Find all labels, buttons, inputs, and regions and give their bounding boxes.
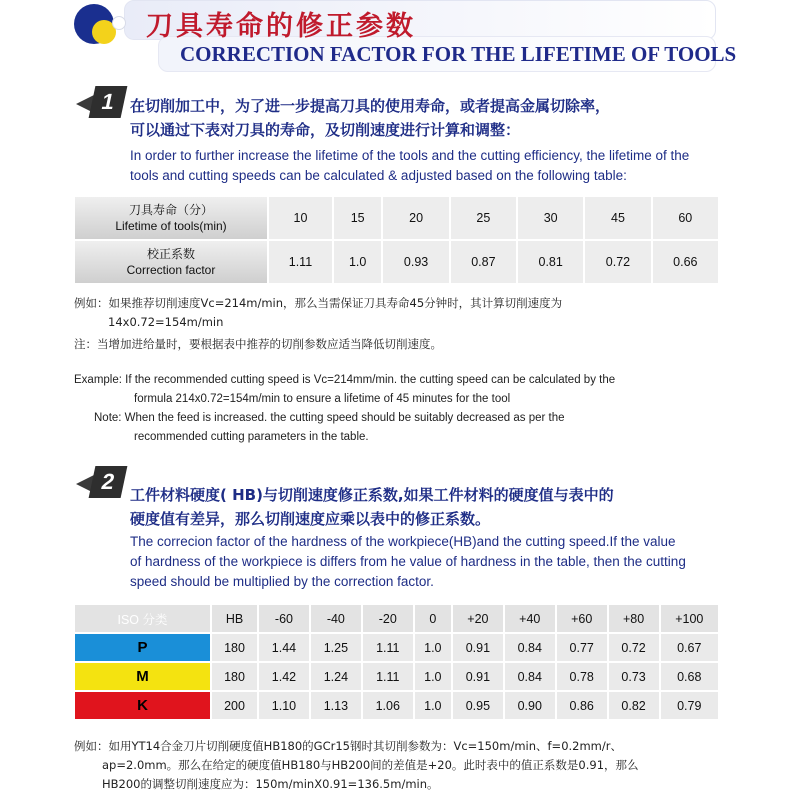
section-1-heading-cn-line2: 可以通过下表对刀具的寿命，及切削速度进行计算和调整：	[130, 121, 521, 139]
delta-header: -20	[362, 604, 414, 633]
factor-cell: 0.93	[382, 240, 449, 284]
hb-cell: 180	[211, 662, 258, 691]
lifetime-cell: 45	[584, 196, 651, 240]
table-row	[74, 196, 719, 240]
value-cell: 0.84	[504, 633, 556, 662]
factor-cell: 0.66	[652, 240, 719, 284]
note-en-line2: recommended cutting parameters in the table.	[134, 431, 369, 443]
lifetime-label-cn: 刀具寿命（分）	[128, 203, 213, 217]
factor-cell: 0.87	[450, 240, 517, 284]
lifetime-correction-table	[73, 195, 720, 285]
value-cell: 0.72	[608, 633, 660, 662]
factor-label-cell	[74, 240, 268, 284]
value-cell: 1.0	[414, 633, 452, 662]
table-row	[74, 662, 719, 691]
value-cell: 0.91	[452, 633, 504, 662]
note-en-line1: Note: When the feed is increased. the cutting speed should be suitably decreased as per the	[94, 412, 565, 424]
value-cell: 0.82	[608, 691, 660, 720]
section-2-number: 2	[89, 466, 128, 498]
value-cell: 0.86	[556, 691, 608, 720]
lifetime-cell: 25	[450, 196, 517, 240]
value-cell: 0.78	[556, 662, 608, 691]
iso-header: ISO 分类	[74, 604, 211, 633]
lifetime-cell: 10	[268, 196, 333, 240]
value-cell: 1.0	[414, 662, 452, 691]
lifetime-cell: 60	[652, 196, 719, 240]
factor-cell: 1.11	[268, 240, 333, 284]
section-1-marker	[76, 86, 130, 120]
section-1-heading-en-line2: tools and cutting speeds can be calculated & adjusted based on the following table:	[130, 168, 627, 183]
value-cell: 0.67	[660, 633, 719, 662]
value-cell: 1.24	[310, 662, 362, 691]
factor-cell: 0.72	[584, 240, 651, 284]
value-cell: 1.44	[258, 633, 310, 662]
example-en-line2: formula 214x0.72=154m/min to ensure a lifetime of 45 minutes for the tool	[134, 393, 511, 405]
iso-p-cell: P	[74, 633, 211, 662]
value-cell: 0.95	[452, 691, 504, 720]
delta-header: +20	[452, 604, 504, 633]
value-cell: 1.0	[414, 691, 452, 720]
value-cell: 1.10	[258, 691, 310, 720]
value-cell: 0.90	[504, 691, 556, 720]
lifetime-cell: 15	[333, 196, 383, 240]
value-cell: 1.11	[362, 662, 414, 691]
hb-cell: 180	[211, 633, 258, 662]
page-header	[68, 0, 737, 72]
section-2-heading-en-line1: The correcion factor of the hardness of the workpiece(HB)and the cutting speed.If the value	[130, 534, 676, 549]
example-2-line3: HB200的调整切削速度应为：150m/minX0.91=136.5m/min。	[102, 777, 439, 791]
hardness-correction-table	[73, 603, 720, 721]
section-1-heading-en-line1: In order to further increase the lifetime of the tools and the cutting efficiency, the lifetime of the	[130, 148, 690, 163]
table-row	[74, 633, 719, 662]
section-2-heading-en-line3: speed should be multiplied by the correction factor.	[130, 574, 434, 589]
value-cell: 0.84	[504, 662, 556, 691]
section-2-heading-cn-line2: 硬度值有差异，那么切削速度应乘以表中的修正系数。	[130, 510, 491, 528]
value-cell: 1.11	[362, 633, 414, 662]
table-row	[74, 604, 719, 633]
note-cn: 注：当增加进给量时，要根据表中推荐的切削参数应适当降低切削速度。	[74, 337, 442, 351]
value-cell: 0.91	[452, 662, 504, 691]
lifetime-cell: 20	[382, 196, 449, 240]
section-2-marker	[76, 466, 130, 500]
table-row	[74, 240, 719, 284]
value-cell: 1.25	[310, 633, 362, 662]
page-title-en: CORRECTION FACTOR FOR THE LIFETIME OF TOOLS	[180, 42, 737, 66]
factor-cell: 1.0	[333, 240, 383, 284]
value-cell: 0.77	[556, 633, 608, 662]
value-cell: 0.79	[660, 691, 719, 720]
lifetime-label-cell	[74, 196, 268, 240]
section-1-heading-cn-line1: 在切削加工中，为了进一步提高刀具的使用寿命，或者提高金属切除率，	[130, 97, 611, 115]
example-cn-line2: 14x0.72=154m/min	[108, 315, 224, 329]
value-cell: 0.68	[660, 662, 719, 691]
section-2-heading-en-line2: of hardness of the workpiece is differs from he value of hardness in the table, then the cutting	[130, 554, 686, 569]
value-cell: 1.13	[310, 691, 362, 720]
hb-header: HB	[211, 604, 258, 633]
example-2-line2: ap=2.0mm。那么在给定的硬度值HB180与HB200间的差值是+20。此时表中的值正系数是0.91，那么	[102, 758, 639, 772]
delta-header: +60	[556, 604, 608, 633]
delta-header: 0	[414, 604, 452, 633]
delta-header: -40	[310, 604, 362, 633]
delta-header: +100	[660, 604, 719, 633]
example-en-line1: Example: If the recommended cutting speed is Vc=214mm/min. the cutting speed can be calculated by the	[74, 374, 616, 386]
delta-header: +80	[608, 604, 660, 633]
factor-label-cn: 校正系数	[146, 247, 195, 261]
lifetime-cell: 30	[517, 196, 584, 240]
logo-icon	[68, 2, 128, 46]
table-row	[74, 691, 719, 720]
example-cn-line1: 例如：如果推荐切削速度Vc=214m/min，那么当需保证刀具寿命45分钟时，其计算切削速度为	[74, 296, 563, 310]
value-cell: 1.42	[258, 662, 310, 691]
example-2-line1: 例如：如用YT14合金刀片切削硬度值HB180的GCr15钢时其切削参数为：Vc=150m/min、f=0.2mm/r、	[74, 739, 622, 753]
lifetime-label-en: Lifetime of tools(min)	[115, 219, 227, 233]
hb-cell: 200	[211, 691, 258, 720]
delta-header: -60	[258, 604, 310, 633]
iso-k-cell: K	[74, 691, 211, 720]
factor-cell: 0.81	[517, 240, 584, 284]
section-1-number: 1	[89, 86, 128, 118]
page-title-cn: 刀具寿命的修正参数	[146, 11, 416, 42]
section-2-heading-cn-line1: 工件材料硬度( HB)与切削速度修正系数,如果工件材料的硬度值与表中的	[130, 486, 614, 504]
value-cell: 1.06	[362, 691, 414, 720]
value-cell: 0.73	[608, 662, 660, 691]
delta-header: +40	[504, 604, 556, 633]
factor-label-en: Correction factor	[126, 263, 216, 277]
iso-m-cell: M	[74, 662, 211, 691]
